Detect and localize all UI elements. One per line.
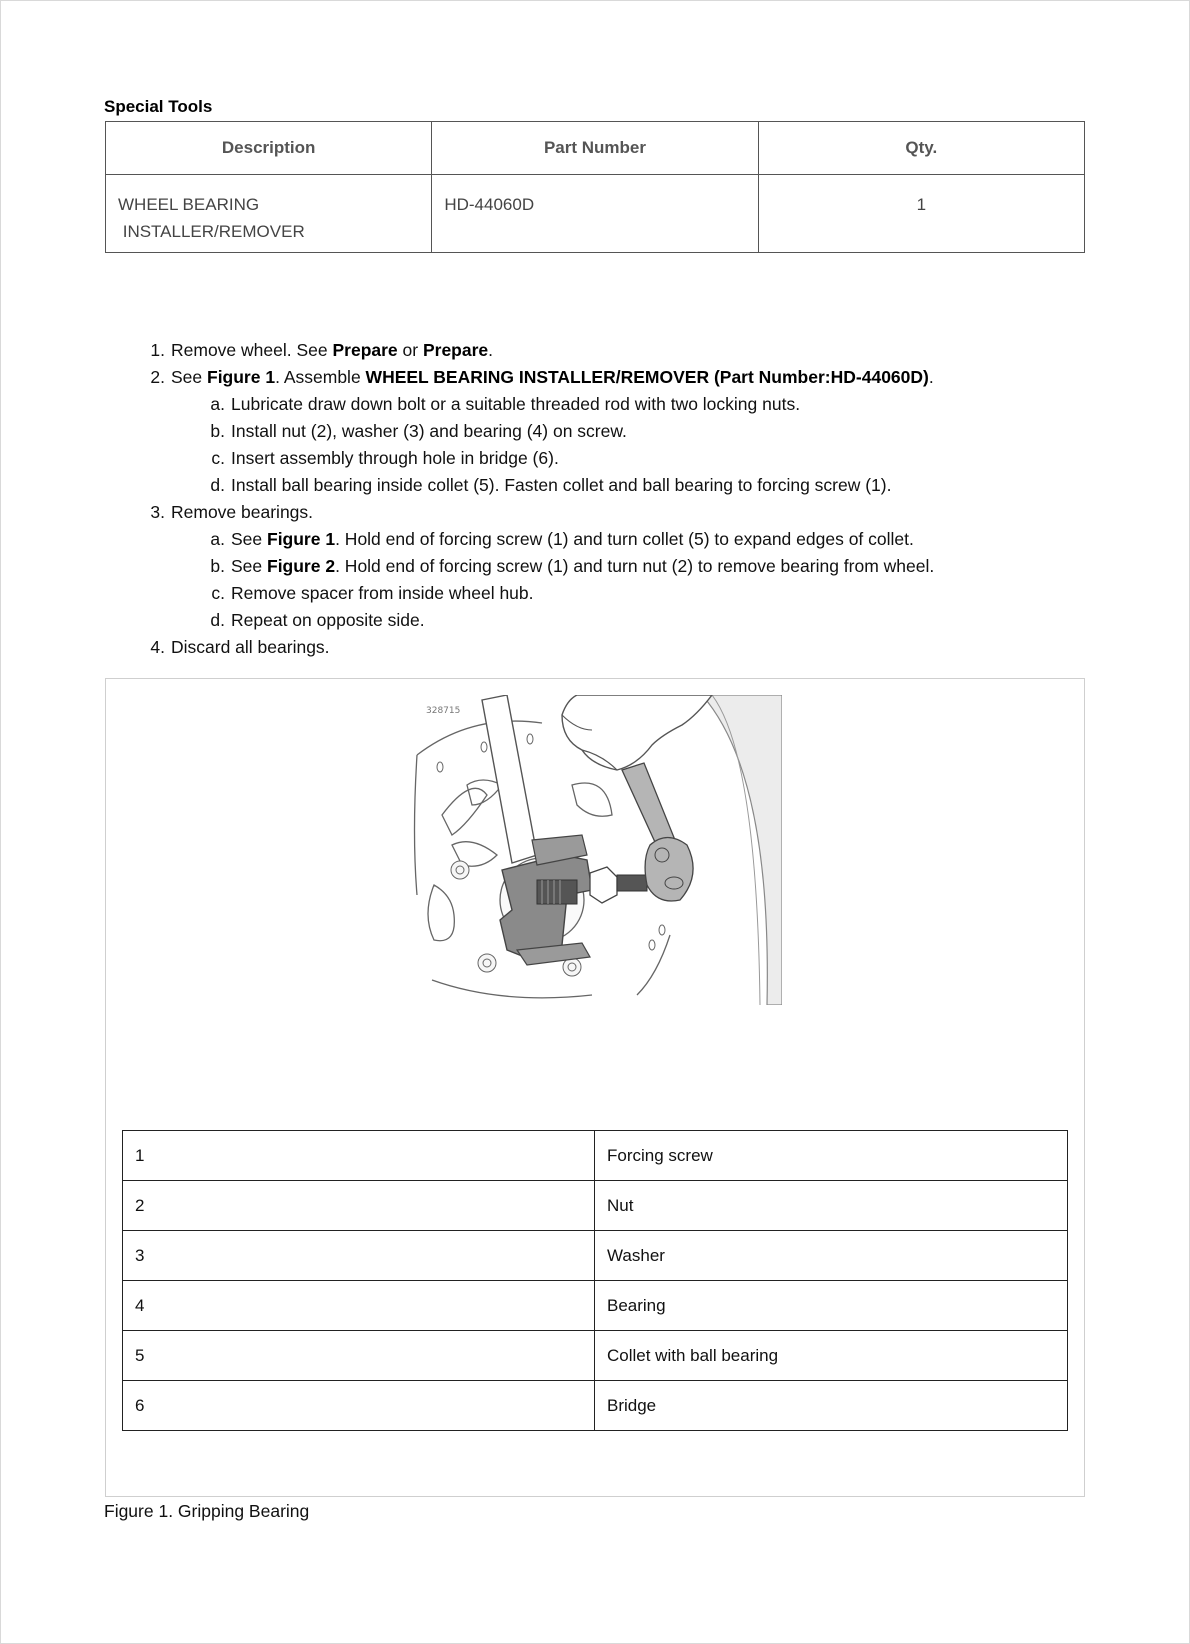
step-2d (141, 472, 934, 499)
legend-key: 5 (123, 1331, 595, 1381)
step-letter: c. (211, 583, 225, 603)
column-header-description: Description (106, 122, 432, 175)
legend-value: Collet with ball bearing (595, 1331, 1068, 1381)
procedure-steps (141, 337, 934, 661)
step-text: Discard all bearings. (171, 637, 330, 657)
description-line-2: INSTALLER/REMOVER (118, 222, 305, 241)
step-text (171, 364, 934, 391)
text-run: . (928, 367, 934, 387)
text-run: Remove wheel. See (171, 340, 333, 360)
table-row (123, 1231, 1068, 1281)
step-2c (141, 445, 934, 472)
legend-value: Washer (595, 1231, 1068, 1281)
text-run: See (231, 529, 267, 549)
table-row (123, 1181, 1068, 1231)
step-letter: c. (211, 448, 225, 468)
legend-key: 6 (123, 1381, 595, 1431)
text-run: See (231, 556, 267, 576)
step-text: Repeat on opposite side. (231, 610, 425, 630)
step-3d (141, 607, 934, 634)
step-number: 3. (150, 502, 165, 522)
special-tools-table (105, 121, 1085, 253)
prepare-link[interactable]: Prepare (332, 340, 398, 360)
text-run: . (488, 340, 494, 360)
table-row (123, 1131, 1068, 1181)
legend-value: Nut (595, 1181, 1068, 1231)
description-line-1: WHEEL BEARING (118, 195, 260, 214)
legend-key: 1 (123, 1131, 595, 1181)
step-3a (141, 526, 934, 553)
tool-reference: WHEEL BEARING INSTALLER/REMOVER (Part Number:HD-44060D) (365, 367, 929, 387)
text-run: See (171, 367, 207, 387)
step-2b (141, 418, 934, 445)
table-row (123, 1381, 1068, 1431)
cell-part-number: HD-44060D (432, 175, 758, 253)
step-number: 2. (150, 367, 165, 387)
figure-container (105, 678, 1085, 1497)
step-text: Remove spacer from inside wheel hub. (231, 583, 534, 603)
step-3 (141, 499, 934, 526)
image-id-label: 328715 (426, 706, 461, 716)
special-tools-title: Special Tools (104, 97, 213, 116)
prepare-link[interactable]: Prepare (422, 340, 489, 360)
step-letter: a. (210, 394, 225, 414)
step-letter: a. (210, 529, 225, 549)
legend-value: Forcing screw (595, 1131, 1068, 1181)
figure-1-link[interactable]: Figure 1 (207, 367, 276, 387)
legend-key: 3 (123, 1231, 595, 1281)
step-text: Lubricate draw down bolt or a suitable threaded rod with two locking nuts. (231, 394, 801, 414)
legend-value: Bridge (595, 1381, 1068, 1431)
text-run: . Assemble (275, 367, 366, 387)
figure-2-link[interactable]: Figure 2 (267, 556, 336, 576)
step-3c (141, 580, 934, 607)
step-text (231, 553, 934, 580)
step-2a (141, 391, 934, 418)
column-header-qty: Qty. (758, 122, 1084, 175)
step-number: 4. (150, 637, 165, 657)
figure-legend-table (122, 1130, 1068, 1431)
step-3b (141, 553, 934, 580)
table-row (106, 175, 1085, 253)
wheel-bearing-tool-illustration (412, 695, 782, 1005)
step-text: Remove bearings. (171, 502, 314, 522)
step-text (171, 337, 493, 364)
step-1 (141, 337, 934, 364)
table-row (123, 1281, 1068, 1331)
text-run: . Hold end of forcing screw (1) and turn nut (2) to remove bearing from wheel. (335, 556, 935, 576)
table-row (123, 1331, 1068, 1381)
step-text: Install nut (2), washer (3) and bearing (4) on screw. (231, 421, 627, 441)
step-number: 1. (150, 340, 165, 360)
text-run: . Hold end of forcing screw (1) and turn collet (5) to expand edges of collet. (335, 529, 914, 549)
step-2 (141, 364, 934, 391)
figure-caption: Figure 1. Gripping Bearing (104, 1501, 310, 1521)
legend-key: 4 (123, 1281, 595, 1331)
text-run: or (397, 340, 423, 360)
step-letter: d. (210, 475, 225, 495)
step-letter: b. (210, 421, 225, 441)
figure-1-link[interactable]: Figure 1 (267, 529, 336, 549)
legend-key: 2 (123, 1181, 595, 1231)
cell-description (106, 175, 432, 253)
legend-value: Bearing (595, 1281, 1068, 1331)
step-4 (141, 634, 934, 661)
column-header-part-number: Part Number (432, 122, 758, 175)
step-text: Insert assembly through hole in bridge (6). (231, 448, 559, 468)
step-letter: b. (210, 556, 225, 576)
cell-qty: 1 (758, 175, 1084, 253)
table-header-row (106, 122, 1085, 175)
step-letter: d. (210, 610, 225, 630)
step-text: Install ball bearing inside collet (5). Fasten collet and ball bearing to forcing screw (1). (231, 475, 892, 495)
step-text (231, 526, 914, 553)
